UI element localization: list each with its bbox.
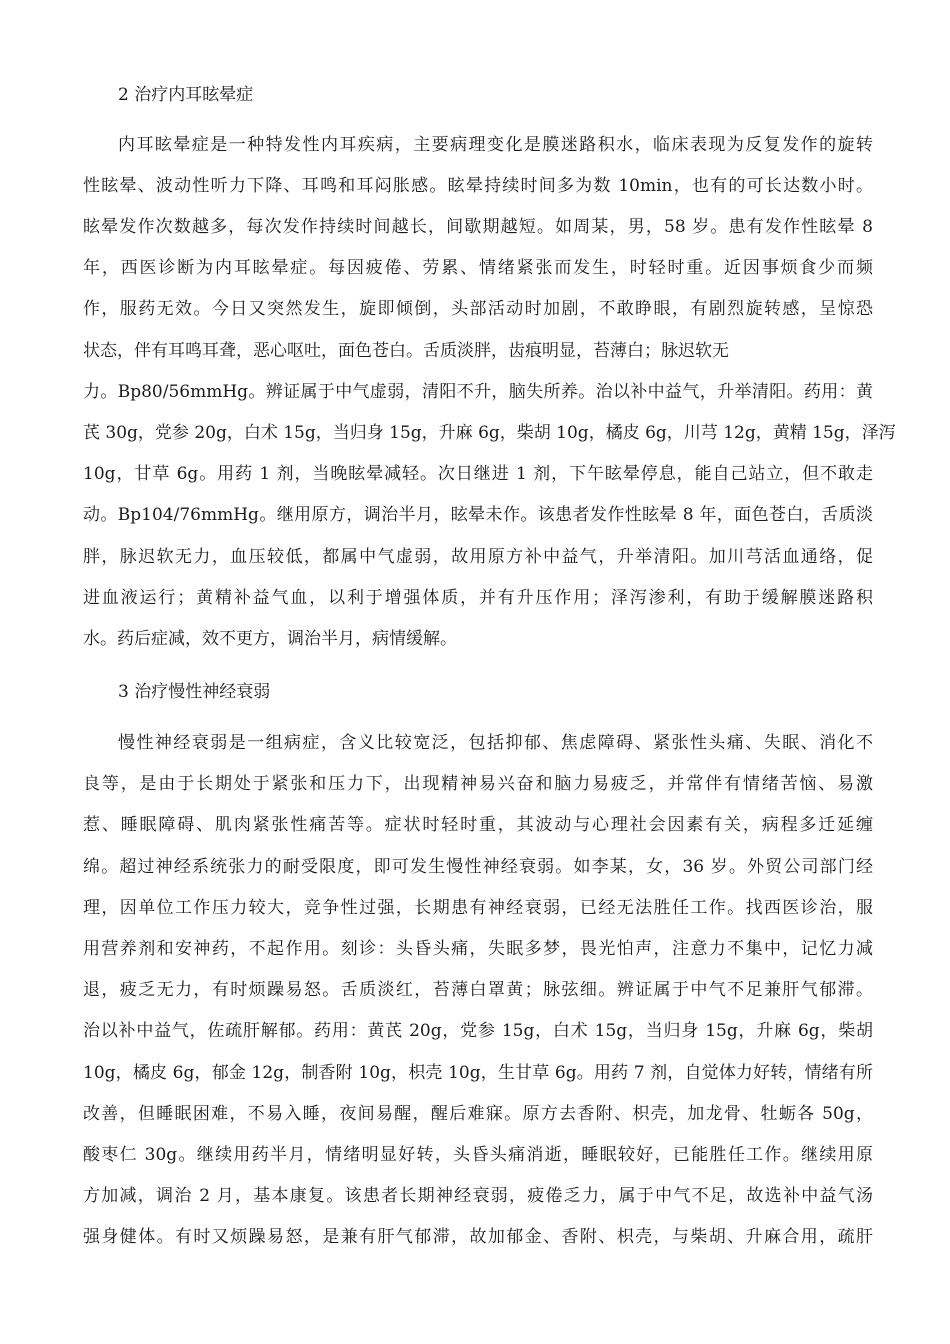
paragraph-line: 强身健体。有时又烦躁易怒，是兼有肝气郁滞，故加郁金、香附、枳壳，与柴胡、升麻合用，疏肝	[83, 1227, 873, 1247]
paragraph-line: 年，西医诊断为内耳眩晕症。每因疲倦、劳累、情绪紧张而发生，时轻时重。近因事烦食少而频	[83, 258, 873, 278]
paragraph-line: 惹、睡眠障碍、肌肉紧张性痛苦等。症状时轻时重，其波动与心理社会因素有关，病程多迁延缠	[83, 815, 873, 835]
paragraph-line: 酸枣仁 30g。继续用药半月，情绪明显好转，头昏头痛消逝，睡眠较好，已能胜任工作。继续用原	[83, 1145, 873, 1165]
paragraph-line: 作，服药无效。今日又突然发生，旋即倾倒，头部活动时加剧，不敢睁眼，有剧烈旋转感，呈惊恐	[83, 299, 873, 319]
paragraph-line: 退，疲乏无力，有时烦躁易怒。舌质淡红，苔薄白罩黄；脉弦细。辨证属于中气不足兼肝气郁滞。	[83, 980, 873, 1000]
paragraph-line: 进血液运行；黄精补益气血，以利于增强体质，并有升压作用；泽泻渗利，有助于缓解膜迷路积	[83, 588, 873, 608]
paragraph-line: 力。Bp80/56mmHg。辨证属于中气虚弱，清阳不升，脑失所养。治以补中益气，升举清阳。药用：黄	[83, 382, 873, 402]
paragraph-line: 理，因单位工作压力较大，竞争性过强，长期患有神经衰弱，已经无法胜任工作。找西医诊治，服	[83, 898, 873, 918]
section-heading: 3 治疗慢性神经衰弱	[118, 682, 271, 702]
paragraph-line: 动。Bp104/76mmHg。继用原方，调治半月，眩晕未作。该患者发作性眩晕 8 年，面色苍白，舌质淡	[83, 505, 873, 525]
paragraph-line: 方加减，调治 2 月，基本康复。该患者长期神经衰弱，疲倦乏力，属于中气不足，故选补中益气汤	[83, 1186, 873, 1206]
paragraph-line: 性眩晕、波动性听力下降、耳鸣和耳闷胀感。眩晕持续时间多为数 10min，也有的可长达数小时。	[83, 176, 873, 196]
paragraph-line: 眩晕发作次数越多，每次发作持续时间越长，间歇期越短。如周某，男，58 岁。患有发作性眩晕 8	[83, 217, 873, 237]
section-heading: 2 治疗内耳眩晕症	[118, 85, 254, 105]
paragraph-line: 10g，甘草 6g。用药 1 剂，当晚眩晕减轻。次日继进 1 剂，下午眩晕停息，能自己站立，但不敢走	[83, 464, 873, 484]
paragraph-line: 用营养剂和安神药，不起作用。刻诊：头昏头痛，失眠多梦，畏光怕声，注意力不集中，记忆力减	[83, 939, 873, 959]
paragraph-line: 内耳眩晕症是一种特发性内耳疾病，主要病理变化是膜迷路积水，临床表现为反复发作的旋转	[118, 135, 873, 155]
paragraph-line: 慢性神经衰弱是一组病症，含义比较宽泛，包括抑郁、焦虑障碍、紧张性头痛、失眠、消化不	[118, 733, 873, 753]
paragraph-line: 10g，橘皮 6g，郁金 12g，制香附 10g，枳壳 10g，生甘草 6g。用药 7 剂，自觉体力好转，情绪有所	[83, 1063, 873, 1083]
paragraph-line: 水。药后症减，效不更方，调治半月，病情缓解。	[83, 629, 457, 649]
paragraph-line: 绵。超过神经系统张力的耐受限度，即可发生慢性神经衰弱。如李某，女，36 岁。外贸公司部门经	[83, 857, 873, 877]
paragraph-line: 芪 30g，党参 20g，白术 15g，当归身 15g，升麻 6g，柴胡 10g，橘皮 6g，川芎 12g，黄精 15g，泽泻	[83, 423, 896, 443]
paragraph-line: 状态，伴有耳鸣耳聋，恶心呕吐，面色苍白。舌质淡胖，齿痕明显，苔薄白；脉迟软无	[83, 341, 729, 361]
paragraph-line: 改善，但睡眠困难，不易入睡，夜间易醒，醒后难寐。原方去香附、枳壳，加龙骨、牡蛎各 50g，	[83, 1104, 873, 1124]
paragraph-line: 良等，是由于长期处于紧张和压力下，出现精神易兴奋和脑力易疲乏，并常伴有情绪苦恼、易激	[83, 774, 873, 794]
paragraph-line: 治以补中益气，佐疏肝解郁。药用：黄芪 20g，党参 15g，白术 15g，当归身 15g，升麻 6g，柴胡	[83, 1021, 873, 1041]
paragraph-line: 胖，脉迟软无力，血压较低，都属中气虚弱，故用原方补中益气，升举清阳。加川芎活血通络，促	[83, 547, 873, 567]
